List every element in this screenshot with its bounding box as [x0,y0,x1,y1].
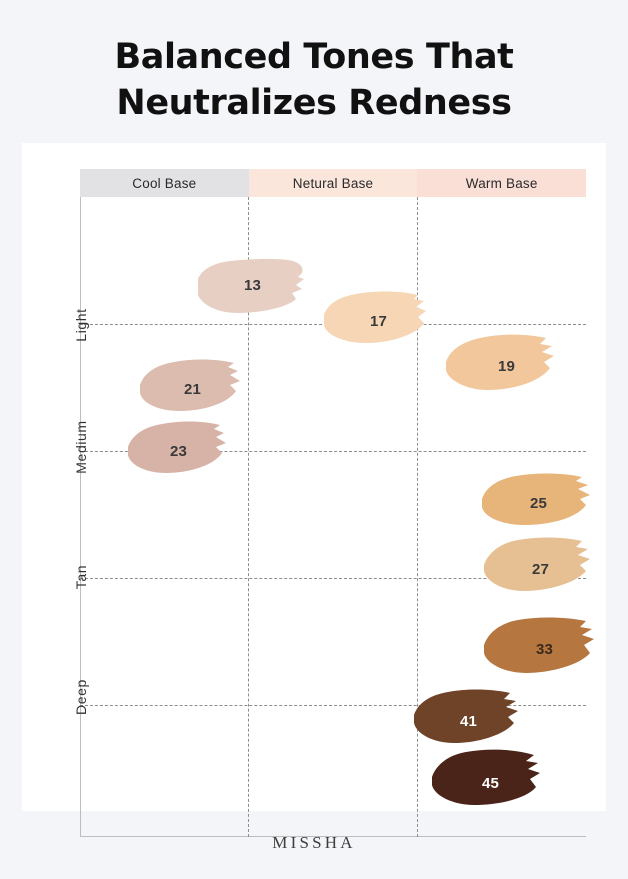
shade-number-19: 19 [498,358,516,375]
y-axis-label-deep: Deep [73,679,89,715]
shade-number-33: 33 [536,641,554,658]
shade-swatch-41[interactable] [410,687,532,749]
page-title [0,0,628,126]
shade-swatch-23[interactable] [124,419,244,481]
shade-swatch-13[interactable] [192,257,312,319]
shade-swatch-27[interactable] [480,535,605,597]
chart-card [22,143,606,811]
column-header-warm-base: Warm Base [417,169,586,197]
brand-logo: MISSHA [272,833,356,852]
shade-number-41: 41 [460,713,478,730]
shade-swatch-33[interactable] [480,615,605,679]
shade-number-27: 27 [532,561,550,578]
column-header-cool-base: Cool Base [80,169,249,197]
y-axis-label-light: Light [73,308,89,342]
y-axis-label-tan: Tan [73,564,89,590]
shade-swatch-25[interactable] [478,471,603,533]
title-line-1: Balanced Tones That [114,37,514,77]
shade-number-25: 25 [530,495,548,512]
shade-number-23: 23 [170,443,188,460]
shade-number-17: 17 [370,313,388,330]
shade-swatch-45[interactable] [428,747,553,811]
column-header-row [80,169,586,197]
shade-number-13: 13 [244,277,262,294]
y-axis-label-medium: Medium [73,420,89,474]
shade-number-45: 45 [482,775,500,792]
chart-plot-area [73,197,586,837]
shade-swatch-19[interactable] [442,332,567,398]
shade-number-21: 21 [184,381,202,398]
column-header-netural-base: Netural Base [249,169,418,197]
shade-swatch-17[interactable] [320,289,440,351]
shade-swatch-21[interactable] [136,357,256,419]
title-line-2: Neutralizes Redness [116,83,512,124]
